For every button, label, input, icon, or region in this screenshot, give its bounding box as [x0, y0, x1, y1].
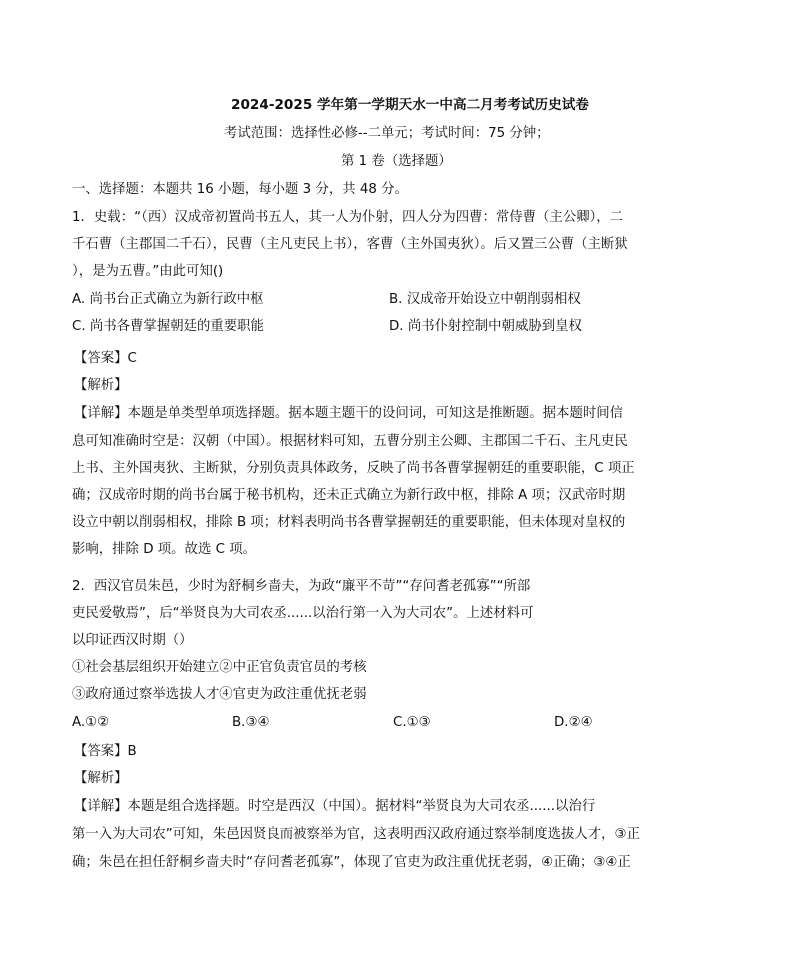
q1-option-d: D. 尚书仆射控制中朝威胁到皇权 — [389, 319, 582, 334]
q1-analysis-label: 【解析】 — [74, 378, 128, 393]
q2-statement-line: ③政府通过察举选拔人才④官吏为政注重优抚老弱 — [72, 687, 367, 702]
q1-detail-line: 【详解】本题是单类型单项选择题。据本题主题干的设问词，可知这是推断题。据本题时间信 — [74, 406, 624, 421]
q2-detail-line: 确；朱邑在担任舒桐乡啬夫时“存问耆老孤寡”，体现了官吏为政注重优抚老弱，④正确；③④正 — [72, 855, 631, 870]
q1-stem-line: 千石曹（主郡国二千石），民曹（主凡吏民上书），客曹（主外国夷狄）。后又置三公曹（主断狱 — [72, 237, 628, 252]
q1-detail-line: 确；汉成帝时期的尚书台属于秘书机构，还未正式确立为新行政中枢，排除 A 项；汉武帝时期 — [72, 488, 626, 503]
q1-option-b: B. 汉成帝开始设立中朝削弱相权 — [389, 292, 581, 307]
exam-meta: 考试范围：选择性必修--二单元；考试时间：75 分钟； — [224, 126, 550, 141]
q2-option-c: C.①③ — [393, 715, 431, 730]
q1-option-c: C. 尚书各曹掌握朝廷的重要职能 — [72, 319, 264, 334]
q2-detail-line: 第一入为大司农”可知，朱邑因贤良而被察举为官，这表明西汉政府通过察举制度选拔人才，③正 — [72, 827, 640, 842]
q1-detail-line: 上书、主外国夷狄、主断狱，分别负责具体政务，反映了尚书各曹掌握朝廷的重要职能，C 项正 — [72, 461, 635, 476]
q2-stem-line: 以印证西汉时期（） — [72, 633, 193, 648]
q1-stem-line: ），是为五曹。”由此可知() — [72, 264, 224, 279]
q2-analysis-label: 【解析】 — [74, 771, 128, 786]
q1-detail-line: 设立中朝以削弱相权，排除 B 项；材料表明尚书各曹掌握朝廷的重要职能，但未体现对皇权的 — [72, 515, 626, 530]
section-instruction: 一、选择题：本题共 16 小题，每小题 3 分，共 48 分。 — [72, 182, 408, 197]
q2-stem-line: 2．西汉官员朱邑，少时为舒桐乡啬夫，为政“廉平不苛”“存问耆老孤寡”“所部 — [72, 579, 531, 594]
q2-option-a: A.①② — [72, 715, 110, 730]
q2-option-d: D.②④ — [554, 715, 593, 730]
q1-stem-line: 1．史载：“（西）汉成帝初置尚书五人，其一人为仆射，四人分为四曹：常侍曹（主公卿），二 — [72, 210, 624, 225]
q2-detail-line: 【详解】本题是组合选择题。时空是西汉（中国）。据材料“举贤良为大司农丞......以治行 — [74, 799, 596, 814]
q1-option-a: A. 尚书台正式确立为新行政中枢 — [72, 292, 264, 307]
q1-detail-line: 息可知准确时空是：汉朝（中国）。根据材料可知，五曹分别主公卿、主郡国二千石、主凡吏民 — [72, 434, 628, 449]
q2-statement-line: ①社会基层组织开始建立②中正官负责官员的考核 — [72, 660, 367, 675]
volume-heading: 第 1 卷（选择题） — [341, 154, 452, 169]
q1-detail-line: 影响，排除 D 项。故选 C 项。 — [72, 542, 256, 557]
q2-stem-line: 吏民爱敬焉”，后“举贤良为大司农丞......以治行第一入为大司农”。上述材料可 — [72, 606, 534, 621]
q1-answer: 【答案】C — [74, 351, 137, 366]
q2-answer: 【答案】B — [74, 744, 137, 759]
q2-option-b: B.③④ — [232, 715, 270, 730]
exam-title: 2024-2025 学年第一学期天水一中高二月考考试历史试卷 — [231, 97, 589, 113]
